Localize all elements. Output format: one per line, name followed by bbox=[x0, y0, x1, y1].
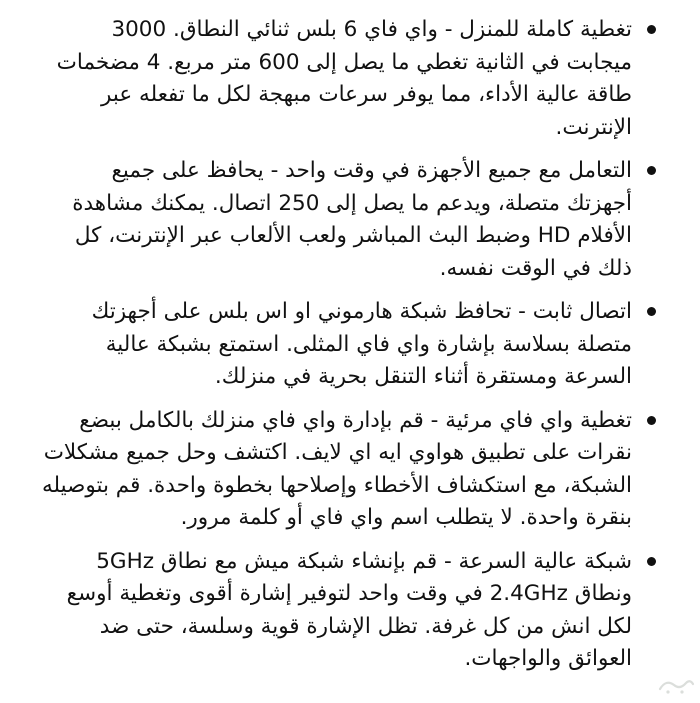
feature-item-visible-coverage bbox=[40, 405, 656, 535]
feature-text: تغطية واي فاي مرئية - قم بإدارة واي فاي منزلك بالكامل ببضع نقرات على تطبيق هواوي ايه اي لايف. اكتشف وحل جميع مشكلات الشبكة، مع استكشاف الأخطاء وإصلاحها بخطوة واحدة. قم بتوصيله بنقرة واحدة. لا يتطلب اسم واي فاي أو كلمة مرور. bbox=[41, 407, 632, 530]
feature-item-high-speed-mesh bbox=[40, 546, 656, 676]
feature-item-full-coverage bbox=[40, 14, 656, 144]
feature-text: اتصال ثابت - تحافظ شبكة هارموني او اس بلس على أجهزتك متصلة بسلاسة بإشارة واي فاي المثلى. استمتع بشبكة عالية السرعة ومستقرة أثناء التنقل بحرية في منزلك. bbox=[91, 299, 632, 389]
site-logo-watermark-icon bbox=[656, 675, 696, 697]
feature-item-multi-device bbox=[40, 155, 656, 285]
feature-text: التعامل مع جميع الأجهزة في وقت واحد - يحافظ على جميع أجهزتك متصلة، ويدعم ما يصل إلى 250 اتصال. يمكنك مشاهدة الأفلام HD وضبط البث المباشر ولعب الألعاب عبر الإنترنت، كل ذلك في الوقت نفسه. bbox=[72, 158, 632, 281]
feature-text: تغطية كاملة للمنزل - واي فاي 6 بلس ثنائي النطاق. 3000 ميجابت في الثانية تغطي ما يصل إلى 600 متر مربع. 4 مضخمات طاقة عالية الأداء، مما يوفر سرعات مبهجة لكل ما تفعله عبر الإنترنت. bbox=[56, 17, 632, 140]
bullet-icon bbox=[647, 25, 656, 34]
feature-item-stable-connection bbox=[40, 296, 656, 394]
feature-list bbox=[40, 14, 656, 676]
bullet-icon bbox=[647, 416, 656, 425]
feature-text: شبكة عالية السرعة - قم بإنشاء شبكة ميش مع نطاق 5GHz ونطاق 2.4GHz في وقت واحد لتوفير إشارة أقوى وتغطية أوسع لكل انش من كل غرفة. تظل الإشارة قوية وسلسة، حتى ضد العوائق والواجهات. bbox=[66, 548, 632, 671]
bullet-icon bbox=[647, 166, 656, 175]
bullet-icon bbox=[647, 307, 656, 316]
bullet-icon bbox=[647, 557, 656, 566]
